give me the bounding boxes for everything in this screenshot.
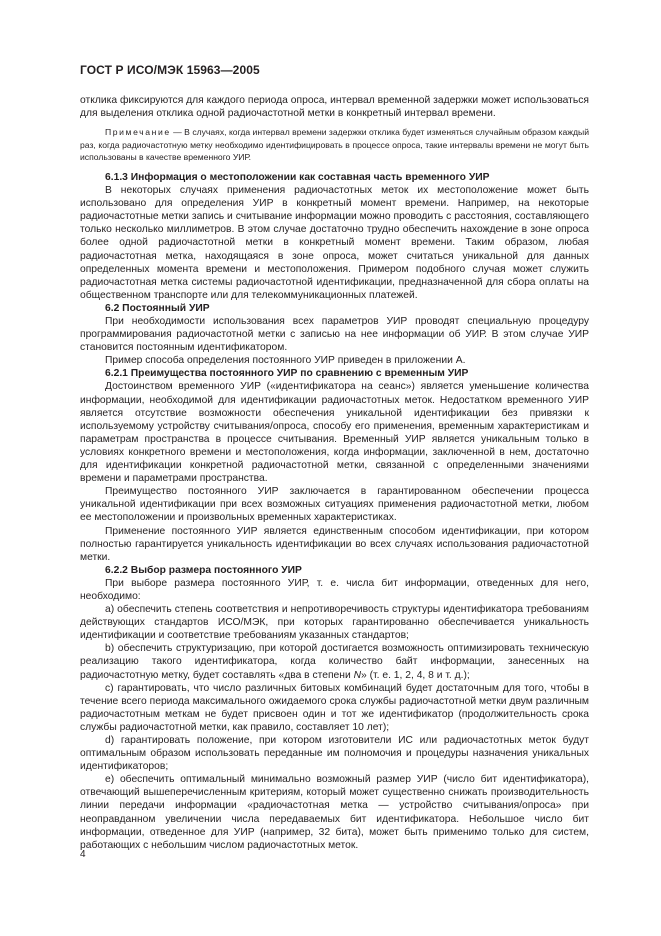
- list-item-d: d) гарантировать положение, при котором изготовители ИС или радиочастотных меток будут оптимальным образом использовать переданные им полномочия и процедуры назначения уникальных идентификаторов;: [80, 735, 589, 773]
- list-item-c: c) гарантировать, что число различных битовых комбинаций будет достаточным для того, чтобы в течение всего периода максимального ожидаемого срока службы радиочастотной метки двум различным радиочастотным меткам не будет присвоен один и тот же идентификатор (продолжительность срока службы радиочастотной метки, как правило, составляет 10 лет);: [80, 682, 589, 733]
- section-6-2-paragraph-1: При необходимости использования всех параметров УИР проводят специальную процедуру программирования радиочастотной метки с записью на нее информации об УИР. В этом случае УИР становится постоянным идентификатором.: [80, 316, 589, 354]
- note-text: — В случаях, когда интервал времени задержки отклика будет изменяться случайным образом каждый раз, когда радиочастотную метку необходимо идентифицировать в процессе опроса, такие интервалы времени не могут быть использованы в качестве временного УИР.: [80, 127, 589, 163]
- note-paragraph: [80, 126, 589, 164]
- page-content: [80, 94, 589, 852]
- list-item-e: e) обеспечить оптимальный минимально возможный размер УИР (число бит идентификатора), отвечающий вышеперечисленным критериям, который может существенно снижать производительность линии передачи информации «радиочастотная метка — устройство считывания/опроса» при неоправданном увеличении числа передаваемых бит идентификатора. Небольшое число бит информации, отведенное для УИР (например, 32 бита), может быть применимо только для систем, работающих с небольшим числом радиочастотных меток.: [80, 774, 589, 851]
- list-item-b-tail: » (т. е. 1, 2, 4, 8 и т. д.);: [361, 669, 470, 681]
- section-6-2-heading: 6.2 Постоянный УИР: [105, 302, 210, 314]
- section-6-2-1-paragraph-1: Достоинством временного УИР («идентификатора на сеанс») является уменьшение количества информации, необходимой для идентификации радиочастотных меток. Недостатком временного УИР является отсутствие возможности обеспечения уникальной идентификации без привязки к используемому устройству считывания/опроса, способу его применения, временным характеристикам и параметрам пространства в процессе считывания. Временный УИР является уникальным только в условиях конкретного времени и местоположения, когда информации, заключенной в нем, достаточно для идентификации конкретной радиочастотной метки, связанной с определенными значениями времени и параметрами пространства.: [80, 381, 589, 485]
- list-item-b: [80, 642, 589, 681]
- section-6-2-1-paragraph-3: Применение постоянного УИР является единственным способом идентификации, при котором полностью гарантируется уникальность идентификации во всех случаях использования радиочастотной метки.: [80, 525, 589, 563]
- section-6-2-paragraph-2: Пример способа определения постоянного УИР приведен в приложении А.: [105, 355, 466, 367]
- page-number: 4: [80, 849, 86, 860]
- note-label: Примечание: [105, 127, 171, 138]
- section-6-1-3-heading: 6.1.3 Информация о местоположении как составная часть временного УИР: [105, 171, 490, 183]
- list-item-b-variable: N: [353, 669, 362, 681]
- section-6-1-3-paragraph: В некоторых случаях применения радиочастотных меток их местоположение может быть использовано для определения УИР в конкретный момент времени. Например, на некоторые радиочастотные метки запись и считывание информации можно проводить с расстояния, составляющего только несколько миллиметров. В этом случае достаточно трудно обеспечить нахождение в зоне опроса более одной радиочастотной метки в конкретный момент времени. Таким образом, любая радиочастотная метка, находящаяся в зоне опроса, может считаться уникальной для данных определенных момента времени и местоположения. Примером подобного случая может служить радиочастотная метка системы радиочастотной идентификации, предназначенной для сбора оплаты на общественном транспорте или для телекоммуникационных платежей.: [80, 185, 589, 301]
- list-item-a: a) обеспечить степень соответствия и непротиворечивость структуры идентификатора требованиям действующих стандартов ИСО/МЭК, при которых гарантированно обеспечивается уникальность идентификации и соответствие требованиям указанных стандартов;: [80, 604, 589, 642]
- section-6-2-2-intro: При выборе размера постоянного УИР, т. е. числа бит информации, отведенных для него, необходимо:: [80, 577, 589, 602]
- section-6-2-2-heading: 6.2.2 Выбор размера постоянного УИР: [105, 564, 302, 576]
- document-header: ГОСТ Р ИСО/МЭК 15963—2005: [80, 63, 260, 77]
- list-item-b-text: b) обеспечить структуризацию, при которой достигается возможность оптимизировать техническую реализацию такого идентификатора, когда количество байт информации, занесенных на радиочастотную метку, будет составлять «два в степени: [80, 643, 589, 681]
- section-6-2-1-paragraph-2: Преимущество постоянного УИР заключается в гарантированном обеспечении процесса уникальной идентификации при всех возможных ситуациях применения радиочастотной метки, любом ее местоположении и произвольных временных характеристиках.: [80, 486, 589, 524]
- section-6-2-1-heading: 6.2.1 Преимущества постоянного УИР по сравнению с временным УИР: [105, 368, 469, 380]
- intro-paragraph: отклика фиксируются для каждого периода опроса, интервал временной задержки может использоваться для выделения отклика одной радиочастотной метки в конкретный интервал времени.: [80, 95, 589, 120]
